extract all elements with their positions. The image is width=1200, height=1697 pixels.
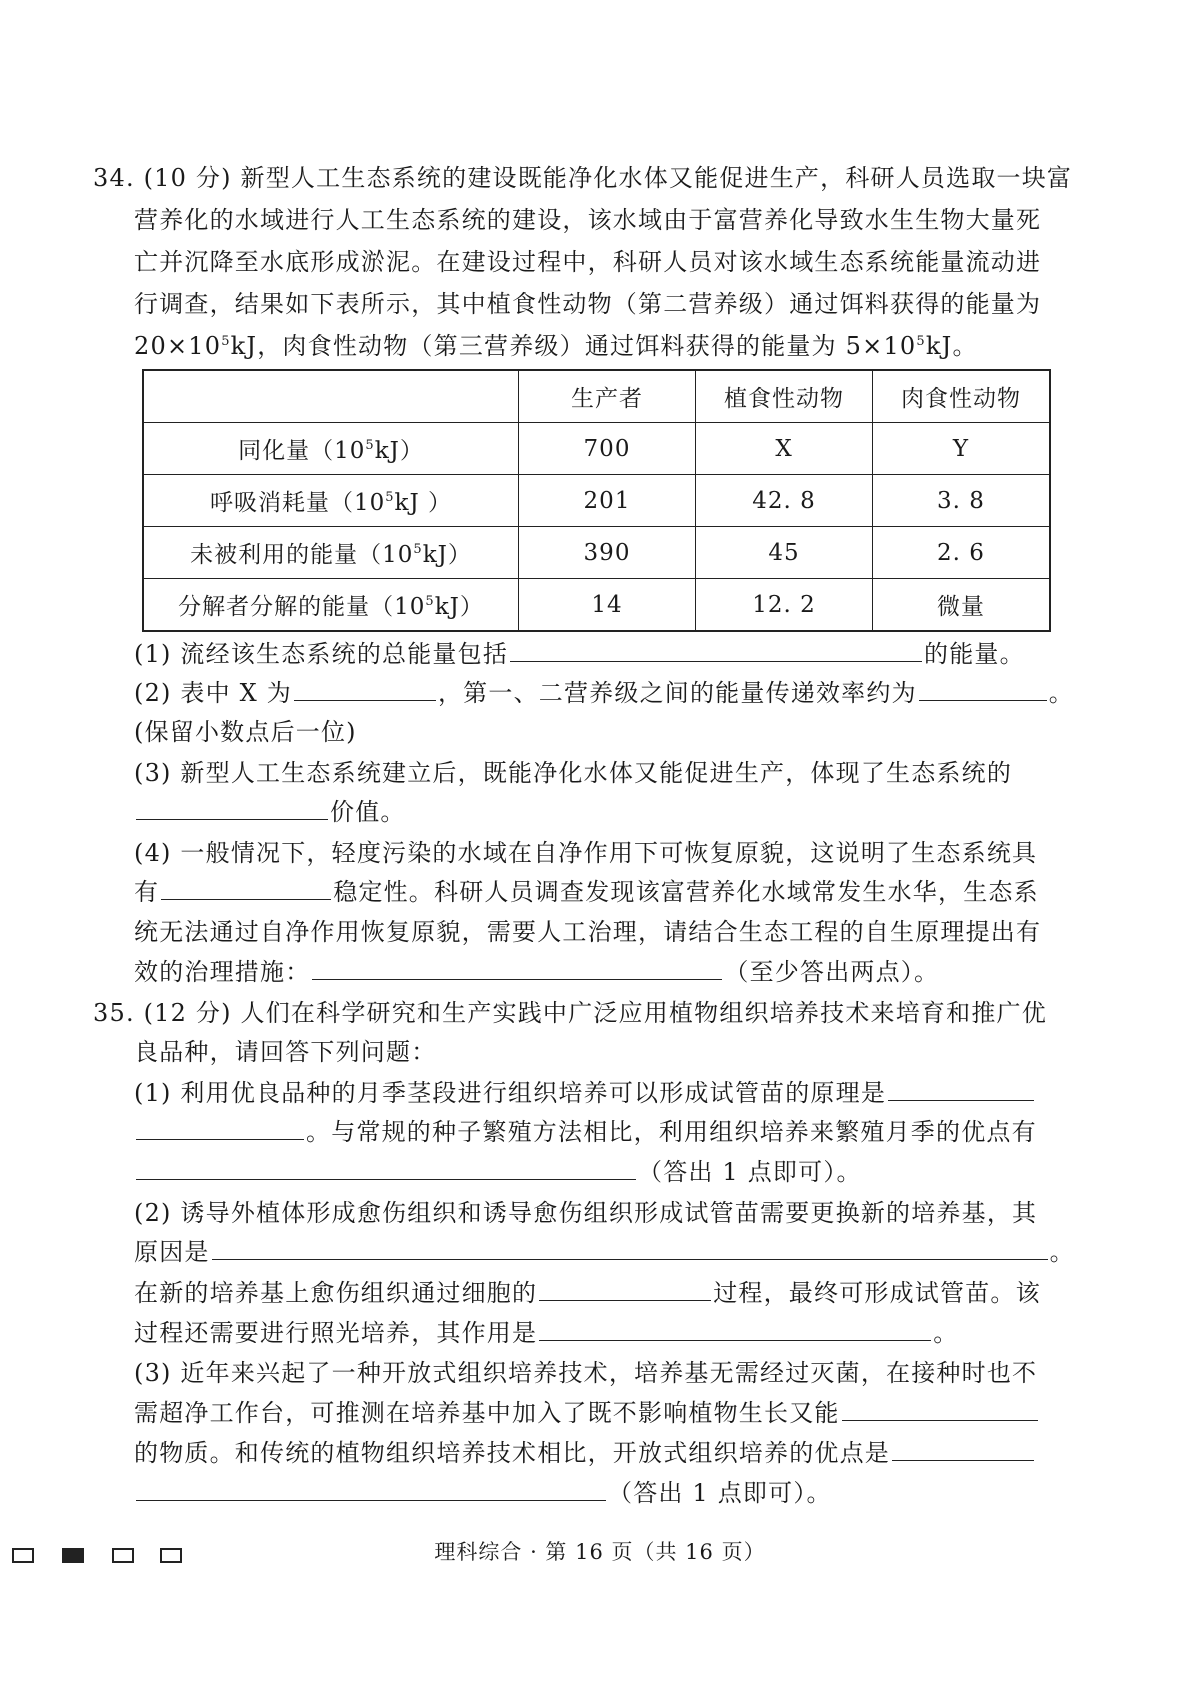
- exponent: 5: [916, 334, 926, 349]
- exponent: 5: [425, 594, 435, 609]
- q34-line-4: 行调查，结果如下表所示，其中植食性动物（第二营养级）通过饵料获得的能量为: [134, 290, 1042, 318]
- table-cell: 45: [696, 527, 873, 579]
- row-label-text: 同化量（10: [238, 438, 366, 464]
- row-label-unit: kJ ）: [394, 490, 453, 516]
- answer-blank[interactable]: [136, 1478, 606, 1501]
- table-cell: 201: [519, 475, 696, 527]
- q34-sub3-line-2: [134, 797, 406, 827]
- q34-sub3-end: 价值。: [330, 798, 406, 826]
- answer-blank[interactable]: [539, 1278, 711, 1301]
- table-header-cell: 植食性动物: [696, 370, 873, 423]
- row-label-unit: kJ）: [374, 438, 424, 464]
- q34-sub4-text: 效的治理措施：: [134, 958, 311, 986]
- answer-blank[interactable]: [312, 957, 722, 980]
- q34-sub2-text: (2) 表中 X 为: [134, 679, 292, 707]
- exponent: 5: [385, 490, 395, 505]
- table-cell: X: [696, 423, 873, 475]
- table-row: [143, 579, 1050, 632]
- q34-sub4-line-3: 统无法通过自净作用恢复原貌，需要人工治理，请结合生态工程的自生原理提出有: [134, 918, 1042, 946]
- table-cell: 微量: [873, 579, 1051, 632]
- q34-sub1: [134, 639, 1025, 669]
- table-cell: 3. 8: [873, 475, 1051, 527]
- q35-sub1-line-2: [134, 1117, 1037, 1147]
- q34-line-3: 亡并沉降至水底形成淤泥。在建设过程中，科研人员对该水域生态系统能量流动进: [134, 248, 1042, 276]
- q34-line-5: [134, 331, 978, 361]
- answer-blank[interactable]: [161, 877, 331, 900]
- q35-sub2-line-1: (2) 诱导外植体形成愈伤组织和诱导愈伤组织形成试管苗需要更换新的培养基，其: [134, 1199, 1038, 1227]
- row-label-text: 分解者分解的能量（10: [178, 594, 426, 620]
- q34-sub3-line-1: (3) 新型人工生态系统建立后，既能净化水体又能促进生产，体现了生态系统的: [134, 759, 1013, 787]
- table-header-row: [143, 370, 1050, 423]
- table-header-cell: 生产者: [519, 370, 696, 423]
- row-label: [143, 423, 519, 475]
- q35-sub2-end: 。: [1049, 1238, 1075, 1266]
- table-cell: 12. 2: [696, 579, 873, 632]
- row-label-unit: kJ）: [434, 594, 484, 620]
- table-header-cell: 肉食性动物: [873, 370, 1051, 423]
- exponent: 5: [221, 334, 231, 349]
- table-row: [143, 527, 1050, 579]
- q34-sub1-end: 的能量。: [924, 640, 1025, 668]
- q35-sub2-text: 过程还需要进行照光培养，其作用是: [134, 1319, 538, 1347]
- q34-sub4-text: 稳定性。科研人员调查发现该富营养化水域常发生水华，生态系: [333, 878, 1039, 906]
- answer-blank[interactable]: [212, 1237, 1048, 1260]
- exponent: 5: [413, 542, 423, 557]
- answer-blank[interactable]: [136, 797, 328, 820]
- q34-line-2: 营养化的水域进行人工生态系统的建设，该水域由于富营养化导致水生生物大量死: [134, 206, 1042, 234]
- table-cell: Y: [873, 423, 1051, 475]
- q35-sub2-line-3: [134, 1278, 1041, 1308]
- table-cell: 390: [519, 527, 696, 579]
- q35-sub1-text: 。与常规的种子繁殖方法相比，利用组织培养来繁殖月季的优点有: [306, 1118, 1037, 1146]
- q34-sub4-line-1: (4) 一般情况下，轻度污染的水域在自净作用下可恢复原貌，这说明了生态系统具: [134, 839, 1038, 867]
- answer-blank[interactable]: [892, 1438, 1034, 1461]
- answer-blank[interactable]: [136, 1157, 636, 1180]
- answer-blank[interactable]: [294, 678, 436, 701]
- q35-sub2-text: 在新的培养基上愈伤组织通过细胞的: [134, 1279, 538, 1307]
- q35-sub3-line-3: [134, 1438, 1036, 1468]
- q35-sub2-line-2: [134, 1237, 1075, 1267]
- q35-sub2-line-4: [134, 1318, 958, 1348]
- q35-sub3-line-2: [134, 1398, 1040, 1428]
- q34-sub4-line-4: [134, 957, 939, 987]
- q35-sub3-text: 的物质。和传统的植物组织培养技术相比，开放式组织培养的优点是: [134, 1439, 890, 1467]
- answer-blank[interactable]: [136, 1117, 304, 1140]
- q34-sub2: [134, 678, 1074, 708]
- q34-line-5-b: kJ，肉食性动物（第三营养级）通过饵料获得的能量为 5×10: [230, 332, 917, 360]
- q35-sub3-text: 需超净工作台，可推测在培养基中加入了既不影响植物生长又能: [134, 1399, 840, 1427]
- q35-sub2-text: 过程，最终可形成试管苗。该: [713, 1279, 1041, 1307]
- q34-sub4-line-2: [134, 877, 1039, 907]
- answer-blank[interactable]: [539, 1318, 931, 1341]
- q34-sub2-note: (保留小数点后一位): [134, 718, 357, 746]
- q34-line-1: 34. (10 分) 新型人工生态系统的建设既能净化水体又能促进生产，科研人员选取一块富: [93, 164, 1073, 192]
- q34-sub1-text: (1) 流经该生态系统的总能量包括: [134, 640, 509, 668]
- table-cell: 2. 6: [873, 527, 1051, 579]
- exponent: 5: [365, 438, 375, 453]
- q35-sub1-line-3: [134, 1157, 862, 1187]
- q34-line-5-a: 20×10: [134, 332, 222, 360]
- q35-sub3-line-1: (3) 近年来兴起了一种开放式组织培养技术，培养基无需经过灭菌，在接种时也不: [134, 1359, 1038, 1387]
- q35-sub1-end: （答出 1 点即可）。: [638, 1158, 862, 1186]
- q34-sub2-mid: ，第一、二营养级之间的能量传递效率约为: [437, 679, 917, 707]
- row-label: [143, 475, 519, 527]
- row-label-text: 未被利用的能量（10: [190, 542, 414, 568]
- table-row: [143, 475, 1050, 527]
- row-label-unit: kJ）: [422, 542, 472, 568]
- q35-sub1-line-1: [134, 1078, 1036, 1108]
- table-cell: 700: [519, 423, 696, 475]
- answer-blank[interactable]: [510, 639, 922, 662]
- q35-line-1: 35. (12 分) 人们在科学研究和生产实践中广泛应用植物组织培养技术来培育和推广优: [93, 999, 1047, 1027]
- q34-sub2-end: 。: [1048, 679, 1074, 707]
- row-label: [143, 579, 519, 632]
- q35-sub2-end: 。: [933, 1319, 959, 1347]
- energy-flow-table: [142, 369, 1051, 632]
- row-label: [143, 527, 519, 579]
- table-cell: 14: [519, 579, 696, 632]
- page-footer: 理科综合 · 第 16 页（共 16 页）: [434, 1540, 766, 1564]
- q34-sub4-end: （至少答出两点）。: [724, 958, 940, 986]
- answer-blank[interactable]: [919, 678, 1047, 701]
- table-row: [143, 423, 1050, 475]
- q35-sub1-text: (1) 利用优良品种的月季茎段进行组织培养可以形成试管苗的原理是: [134, 1079, 887, 1107]
- q34-line-5-c: kJ。: [925, 332, 978, 360]
- answer-blank[interactable]: [888, 1078, 1034, 1101]
- row-label-text: 呼吸消耗量（10: [209, 490, 386, 516]
- answer-blank[interactable]: [842, 1398, 1038, 1421]
- q35-sub2-text: 原因是: [134, 1238, 210, 1266]
- q35-line-2: 良品种，请回答下列问题：: [134, 1038, 437, 1066]
- table-cell: 42. 8: [696, 475, 873, 527]
- q35-sub3-line-4: [134, 1478, 832, 1508]
- q35-sub3-end: （答出 1 点即可）。: [608, 1479, 832, 1507]
- q34-sub4-text: 有: [134, 878, 160, 906]
- table-header-cell: [143, 370, 519, 423]
